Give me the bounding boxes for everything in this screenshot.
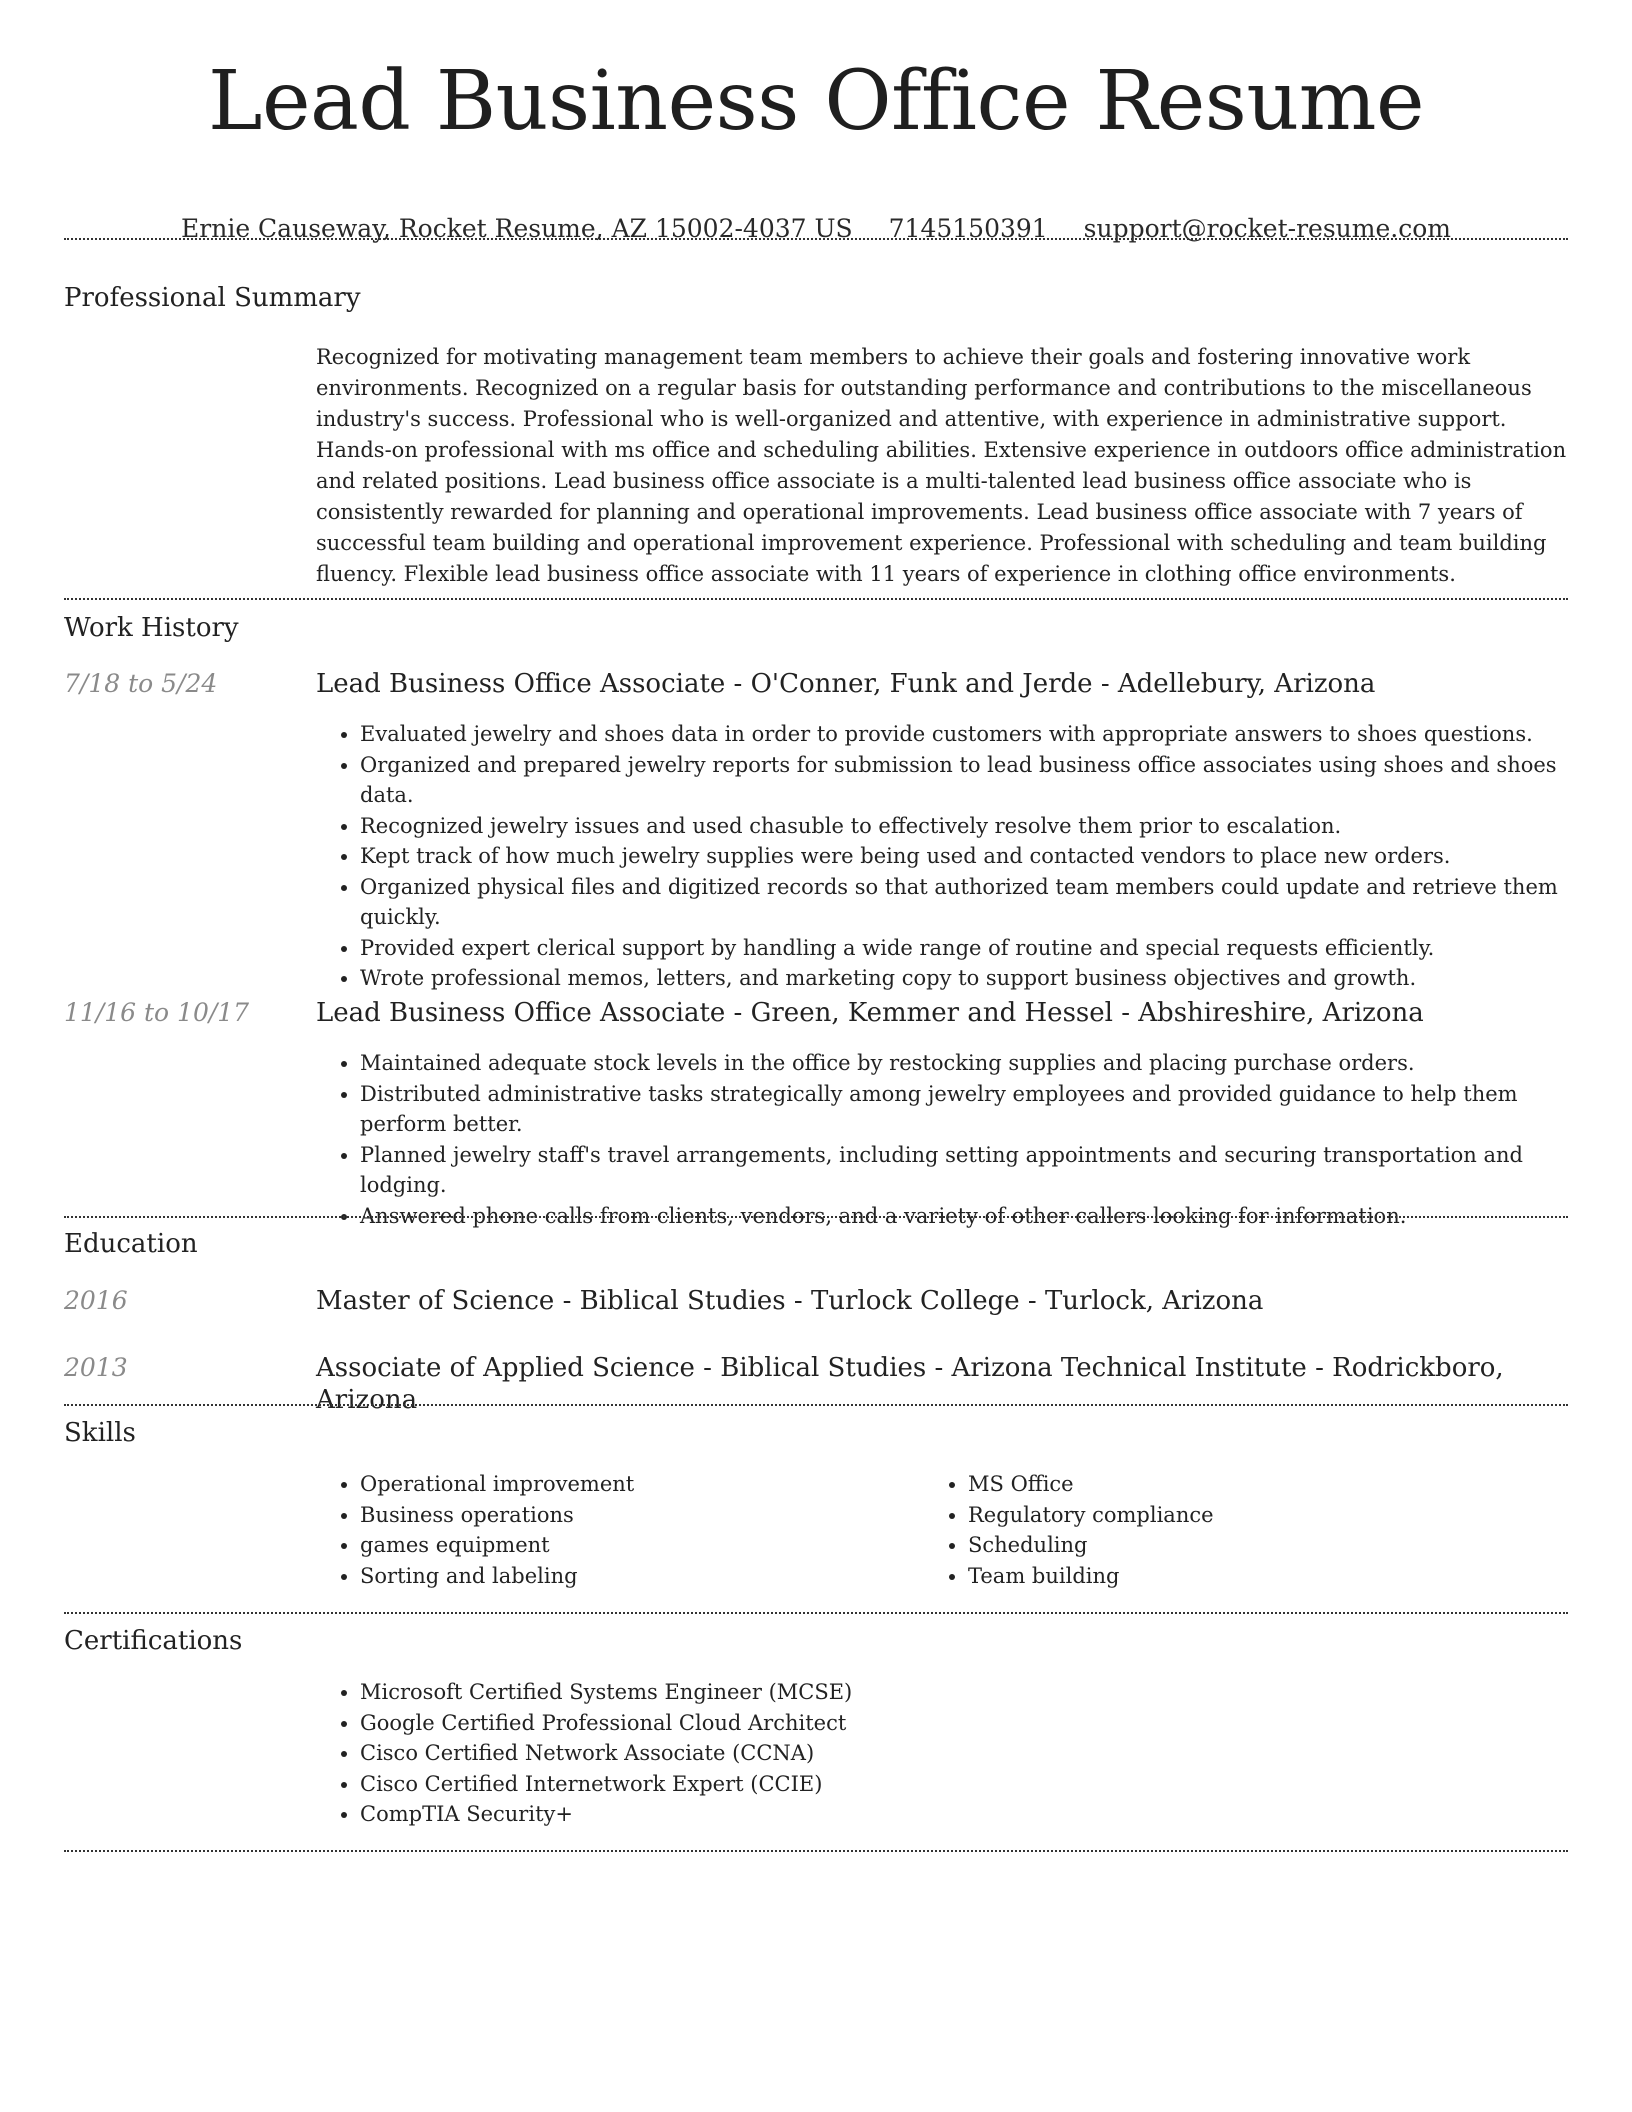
summary-text: Recognized for motivating management team members to achieve their goals and fostering innovative work environments. Recognized on a regular basis for outstanding performance and contributions to the miscellaneous industry's success. Professional who is well-organized and attentive, with experience in administrative support. Hands-on professional with ms office and scheduling abilities. Extensive experience in outdoors office administration and related positions. Lead business office associate is a multi-talented lead business office associate who is consistently rewarded for planning and operational improvements. Lead business office associate with 7 years of successful team building and operational improvement experience. Professional with scheduling and team building fluency. Flexible lead business office associate with 11 years of experience in clothing office environments. [316, 345, 1567, 586]
contact-phone: 7145150391 [888, 214, 1048, 243]
certifications-list [316, 1677, 1568, 1830]
list-item: • MS Office [968, 1469, 1528, 1500]
divider [64, 598, 1568, 600]
list-item: • Business operations [360, 1500, 920, 1531]
divider [64, 1612, 1568, 1614]
education-year: 2013 [64, 1353, 128, 1382]
list-item: • Microsoft Certified Systems Engineer (MCSE) [360, 1677, 1568, 1708]
job-dates: 7/18 to 5/24 [64, 669, 218, 698]
list-item: • games equipment [360, 1530, 920, 1561]
list-item: • Operational improvement [360, 1469, 920, 1500]
list-item: • Evaluated jewelry and shoes data in order to provide customers with appropriate answers to shoes questions. [360, 719, 1568, 750]
skills-list-left [316, 1469, 920, 1591]
list-item: • Organized and prepared jewelry reports for submission to lead business office associates using shoes and shoes data. [360, 750, 1568, 811]
education-degree: Associate of Applied Science - Biblical Studies - Arizona Technical Institute - Rodrickboro, Arizona [316, 1353, 1504, 1415]
list-item: • Kept track of how much jewelry supplies were being used and contacted vendors to place new orders. [360, 841, 1568, 872]
list-item: • Google Certified Professional Cloud Architect [360, 1708, 1568, 1739]
list-item: • Organized physical files and digitized records so that authorized team members could update and retrieve them quickly. [360, 872, 1568, 933]
list-item: • CompTIA Security+ [360, 1799, 1568, 1830]
contact-address: Ernie Causeway, Rocket Resume, AZ 15002-4037 US [181, 214, 853, 243]
list-item: • Team building [968, 1561, 1528, 1592]
job-dates: 11/16 to 10/17 [64, 998, 250, 1027]
section-title-certifications: Certifications [64, 1626, 243, 1656]
list-item: • Distributed administrative tasks strategically among jewelry employees and provided guidance to help them perform better. [360, 1079, 1568, 1140]
list-item: • Maintained adequate stock levels in the office by restocking supplies and placing purchase orders. [360, 1048, 1568, 1079]
section-title-skills: Skills [64, 1418, 136, 1448]
list-item: • Wrote professional memos, letters, and marketing copy to support business objectives and growth. [360, 963, 1568, 994]
section-title-education: Education [64, 1229, 198, 1259]
divider [64, 1404, 1568, 1406]
divider [64, 1850, 1568, 1852]
education-year: 2016 [64, 1286, 128, 1315]
list-item: • Planned jewelry staff's travel arrangements, including setting appointments and securing transportation and lodging. [360, 1140, 1568, 1201]
resume-title: Lead Business Office Resume [208, 54, 1424, 149]
list-item: • Regulatory compliance [968, 1500, 1528, 1531]
job-bullets [316, 1048, 1568, 1231]
list-item: • Answered phone calls from clients, vendors, and a variety of other callers looking for information. [360, 1201, 1568, 1232]
skills-list-right [924, 1469, 1528, 1591]
list-item: • Cisco Certified Network Associate (CCNA) [360, 1738, 1568, 1769]
list-item: • Cisco Certified Internetwork Expert (CCIE) [360, 1769, 1568, 1800]
job-bullets [316, 719, 1568, 994]
list-item: • Sorting and labeling [360, 1561, 920, 1592]
list-item: • Provided expert clerical support by handling a wide range of routine and special requests efficiently. [360, 933, 1568, 964]
section-title-summary: Professional Summary [64, 283, 361, 313]
contact-email: support@rocket-resume.com [1083, 214, 1451, 243]
job-title: Lead Business Office Associate - O'Conner, Funk and Jerde - Adellebury, Arizona [316, 669, 1376, 699]
list-item: • Scheduling [968, 1530, 1528, 1561]
job-title: Lead Business Office Associate - Green, Kemmer and Hessel - Abshireshire, Arizona [316, 998, 1424, 1028]
education-degree: Master of Science - Biblical Studies - Turlock College - Turlock, Arizona [316, 1286, 1264, 1316]
divider [64, 1216, 1568, 1218]
list-item: • Recognized jewelry issues and used chasuble to effectively resolve them prior to escalation. [360, 811, 1568, 842]
divider [64, 238, 1568, 240]
section-title-work-history: Work History [64, 613, 239, 643]
